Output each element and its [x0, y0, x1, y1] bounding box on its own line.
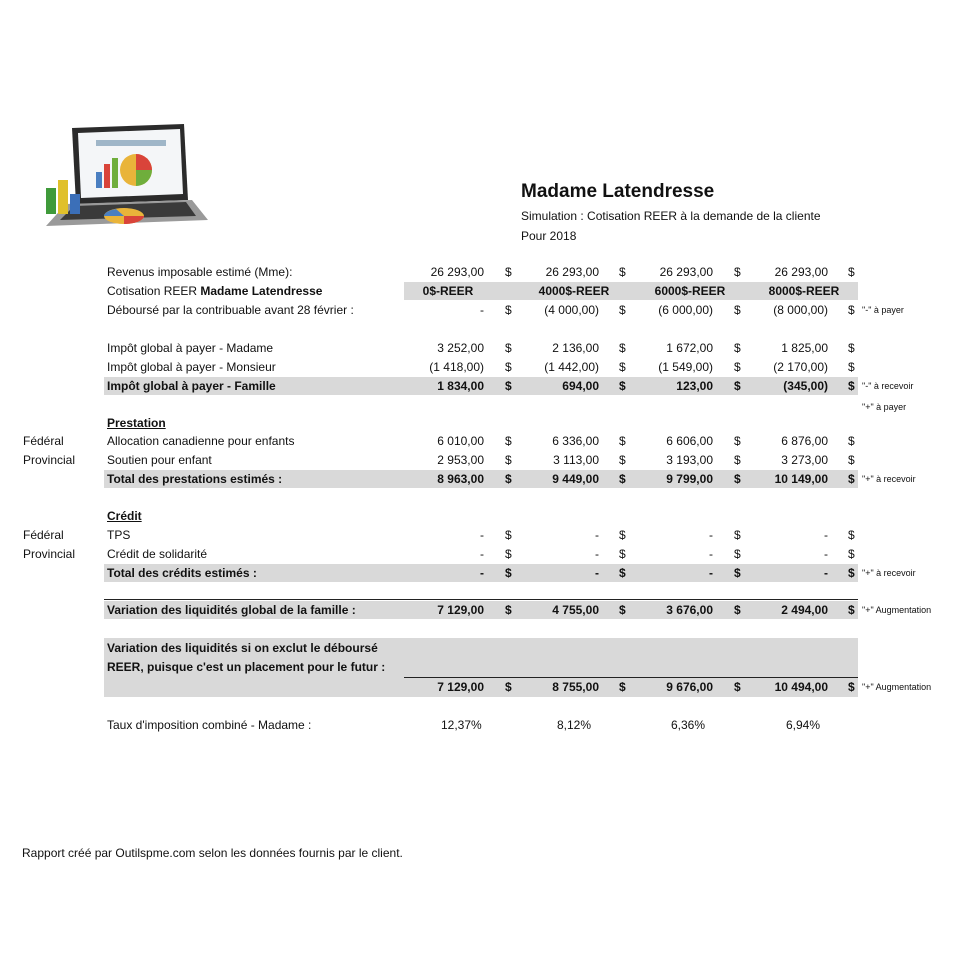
cell-value: 1 834,00: [437, 379, 484, 393]
row-debourse: [0, 301, 980, 319]
cell-value: 26 293,00: [430, 265, 484, 279]
row-label: Taux d'imposition combiné - Madame :: [107, 718, 312, 732]
label-bold: Madame Latendresse: [200, 284, 323, 298]
currency-symbol: $: [734, 265, 741, 279]
row-impot-madame: [0, 339, 980, 357]
cell-value: 26 293,00: [545, 265, 599, 279]
cell-value: 6 876,00: [781, 434, 828, 448]
row-label: Déboursé par la contribuable avant 28 février :: [107, 303, 354, 317]
cell-value: 8 963,00: [437, 472, 484, 486]
cell-value: 1 672,00: [666, 341, 713, 355]
currency-symbol: $: [734, 603, 741, 617]
row-note: "+" à recevoir: [862, 474, 916, 484]
currency-symbol: $: [848, 603, 855, 617]
currency-symbol: $: [619, 472, 626, 486]
cell-value: -: [709, 547, 713, 561]
cell-value: (1 442,00): [544, 360, 599, 374]
cell-value: 8 755,00: [552, 680, 599, 694]
cell-value: 9 799,00: [666, 472, 713, 486]
currency-symbol: $: [848, 566, 855, 580]
currency-symbol: $: [505, 603, 512, 617]
cell-value: 1 825,00: [781, 341, 828, 355]
currency-symbol: $: [505, 472, 512, 486]
level-label: Provincial: [23, 547, 76, 561]
currency-symbol: $: [734, 566, 741, 580]
section-prestation: [0, 414, 980, 432]
cell-value: 26 293,00: [774, 265, 828, 279]
row-label: [107, 284, 322, 298]
currency-symbol: $: [619, 434, 626, 448]
cell-value: -: [595, 528, 599, 542]
cell-value: 2 136,00: [552, 341, 599, 355]
currency-symbol: $: [619, 360, 626, 374]
row-cotisation: [0, 282, 980, 300]
currency-symbol: $: [734, 547, 741, 561]
cell-value: 6,36%: [671, 718, 706, 732]
currency-symbol: $: [734, 453, 741, 467]
section-title: Prestation: [107, 416, 166, 430]
currency-symbol: $: [619, 265, 626, 279]
scenario-header: 4000$-REER: [538, 284, 610, 298]
currency-symbol: $: [619, 603, 626, 617]
cell-value: 123,00: [676, 379, 713, 393]
currency-symbol: $: [619, 547, 626, 561]
row-revenus: [0, 263, 980, 281]
cell-value: 9 449,00: [552, 472, 599, 486]
laptop-chart-illustration: [36, 120, 212, 232]
currency-symbol: $: [848, 303, 855, 317]
report-year: Pour 2018: [521, 229, 577, 243]
cell-value: 6,94%: [786, 718, 821, 732]
row-label: Total des crédits estimés :: [107, 566, 257, 580]
cell-value: 3 113,00: [553, 453, 599, 467]
currency-symbol: $: [505, 360, 512, 374]
cell-value: -: [595, 566, 599, 580]
currency-symbol: $: [848, 265, 855, 279]
currency-symbol: $: [505, 528, 512, 542]
cell-value: -: [824, 528, 828, 542]
row-soutien: [0, 451, 980, 469]
row-impot-monsieur: [0, 358, 980, 376]
cell-value: (6 000,00): [658, 303, 713, 317]
cell-value: 12,37%: [441, 718, 482, 732]
row-note: "+" à payer: [862, 402, 907, 412]
currency-symbol: $: [619, 379, 626, 393]
row-impot-famille: [0, 377, 980, 395]
row-note: "-" à recevoir: [862, 381, 914, 391]
currency-symbol: $: [734, 528, 741, 542]
row-variation-excl: [0, 678, 980, 696]
currency-symbol: $: [734, 434, 741, 448]
currency-symbol: $: [619, 528, 626, 542]
scenario-header: 6000$-REER: [654, 284, 726, 298]
cell-value: 26 293,00: [659, 265, 713, 279]
currency-symbol: $: [619, 453, 626, 467]
section-credit: [0, 507, 980, 525]
row-label: Soutien pour enfant: [107, 453, 212, 467]
cell-value: -: [595, 547, 599, 561]
cell-value: (345,00): [783, 379, 828, 393]
cell-value: 10 494,00: [774, 680, 828, 694]
row-note: "+" Augmentation: [862, 682, 932, 692]
currency-symbol: $: [505, 265, 512, 279]
row-label: Allocation canadienne pour enfants: [107, 434, 295, 448]
cell-value: 2 494,00: [781, 603, 828, 617]
variation-excl-label-line1: Variation des liquidités si on exclut le déboursé: [107, 641, 378, 655]
row-label: TPS: [107, 528, 131, 542]
currency-symbol: $: [505, 303, 512, 317]
row-allocation: [0, 432, 980, 450]
cell-value: 10 149,00: [774, 472, 828, 486]
cell-value: (1 418,00): [429, 360, 484, 374]
variation-excl-label-line2: REER, puisque c'est un placement pour le futur :: [107, 660, 386, 674]
row-total-prestations: [0, 470, 980, 488]
currency-symbol: $: [505, 341, 512, 355]
currency-symbol: $: [505, 566, 512, 580]
cell-value: 694,00: [562, 379, 599, 393]
currency-symbol: $: [848, 360, 855, 374]
currency-symbol: $: [505, 379, 512, 393]
row-tps: [0, 526, 980, 544]
currency-symbol: $: [848, 680, 855, 694]
section-title: Crédit: [107, 509, 142, 523]
currency-symbol: $: [734, 360, 741, 374]
cell-value: (1 549,00): [658, 360, 713, 374]
currency-symbol: $: [505, 453, 512, 467]
row-taux: [0, 716, 980, 734]
currency-symbol: $: [734, 472, 741, 486]
currency-symbol: $: [505, 547, 512, 561]
cell-value: -: [824, 547, 828, 561]
cell-value: 3 273,00: [781, 453, 828, 467]
row-solidarite: [0, 545, 980, 563]
cell-value: 3 252,00: [437, 341, 484, 355]
cell-value: 8,12%: [557, 718, 592, 732]
cell-value: 6 336,00: [552, 434, 599, 448]
cell-value: -: [480, 566, 484, 580]
level-label: Provincial: [23, 453, 76, 467]
row-note: "-" à payer: [862, 305, 904, 315]
cell-value: -: [480, 528, 484, 542]
currency-symbol: $: [848, 341, 855, 355]
currency-symbol: $: [734, 680, 741, 694]
row-label: Variation des liquidités global de la famille :: [107, 603, 356, 617]
divider-line: [104, 599, 858, 600]
currency-symbol: $: [734, 341, 741, 355]
currency-symbol: $: [505, 434, 512, 448]
currency-symbol: $: [848, 453, 855, 467]
scenario-header: 0$-REER: [422, 284, 474, 298]
cell-value: -: [480, 303, 484, 317]
cell-value: 7 129,00: [437, 603, 484, 617]
currency-symbol: $: [848, 528, 855, 542]
label-prefix: Cotisation REER: [107, 284, 201, 298]
cell-value: -: [824, 566, 828, 580]
level-label: Fédéral: [23, 528, 64, 542]
currency-symbol: $: [505, 680, 512, 694]
currency-symbol: $: [848, 472, 855, 486]
cell-value: 9 676,00: [666, 680, 713, 694]
cell-value: 7 129,00: [437, 680, 484, 694]
row-note: "+" Augmentation: [862, 605, 932, 615]
currency-symbol: $: [619, 303, 626, 317]
cell-value: -: [709, 566, 713, 580]
level-label: Fédéral: [23, 434, 64, 448]
row-label: Impôt global à payer - Madame: [107, 341, 274, 355]
cell-value: (2 170,00): [773, 360, 828, 374]
report-subtitle: Simulation : Cotisation REER à la demande de la cliente: [521, 209, 821, 223]
row-note: "+" à recevoir: [862, 568, 916, 578]
cell-value: 6 606,00: [666, 434, 713, 448]
cell-value: 3 676,00: [666, 603, 713, 617]
cell-value: 4 755,00: [552, 603, 599, 617]
row-label: Impôt global à payer - Famille: [107, 379, 276, 393]
row-label: Revenus imposable estimé (Mme):: [107, 265, 293, 279]
report-footer: Rapport créé par Outilspme.com selon les données fournis par le client.: [22, 846, 403, 860]
scenario-header: 8000$-REER: [768, 284, 840, 298]
cell-value: (8 000,00): [773, 303, 828, 317]
currency-symbol: $: [848, 434, 855, 448]
row-total-credits: [0, 564, 980, 582]
cell-value: (4 000,00): [544, 303, 599, 317]
report-title: Madame Latendresse: [521, 181, 715, 202]
currency-symbol: $: [619, 680, 626, 694]
currency-symbol: $: [848, 547, 855, 561]
row-label: Crédit de solidarité: [107, 547, 208, 561]
cell-value: 6 010,00: [437, 434, 484, 448]
currency-symbol: $: [848, 379, 855, 393]
row-label: Impôt global à payer - Monsieur: [107, 360, 276, 374]
currency-symbol: $: [619, 566, 626, 580]
row-variation: [0, 601, 980, 619]
currency-symbol: $: [734, 303, 741, 317]
currency-symbol: $: [619, 341, 626, 355]
cell-value: 2 953,00: [437, 453, 484, 467]
cell-value: -: [709, 528, 713, 542]
row-label: Total des prestations estimés :: [107, 472, 283, 486]
cell-value: 3 193,00: [666, 453, 713, 467]
cell-value: -: [480, 547, 484, 561]
currency-symbol: $: [734, 379, 741, 393]
